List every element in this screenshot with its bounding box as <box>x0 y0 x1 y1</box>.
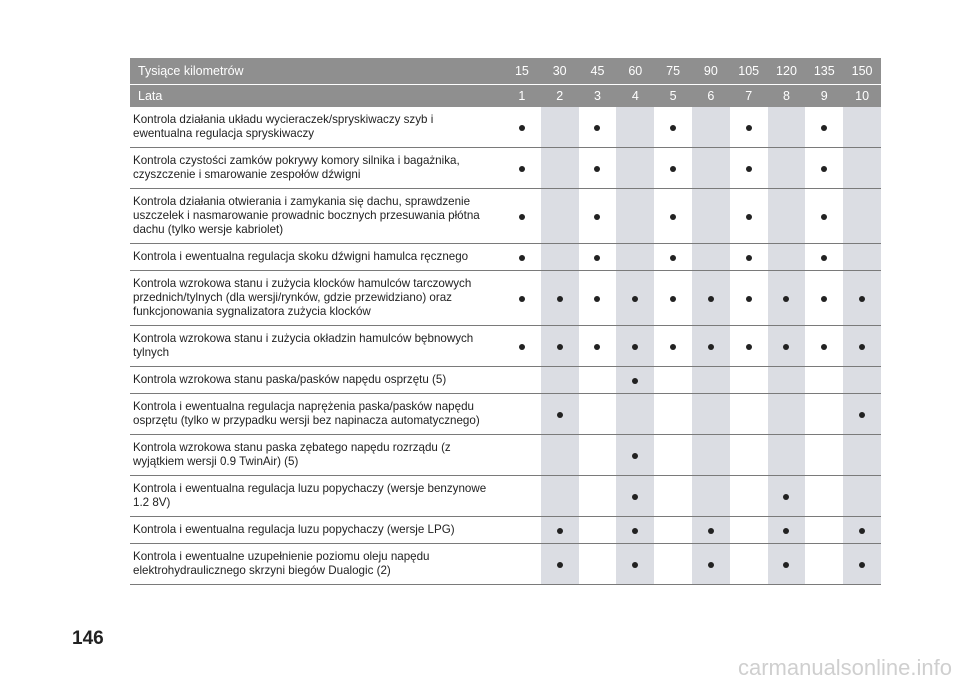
schedule-cell <box>692 107 730 148</box>
schedule-cell <box>541 271 579 326</box>
table-row <box>130 107 881 148</box>
schedule-cell <box>503 271 541 326</box>
bullet-icon <box>708 562 714 568</box>
km-header-105: 105 <box>730 58 768 85</box>
bullet-icon <box>594 296 600 302</box>
schedule-cell <box>692 476 730 517</box>
bullet-icon <box>632 528 638 534</box>
schedule-cell <box>730 244 768 271</box>
bullet-icon <box>783 296 789 302</box>
schedule-cell <box>692 189 730 244</box>
schedule-cell <box>616 394 654 435</box>
maintenance-schedule-table <box>130 58 881 585</box>
schedule-cell <box>579 476 617 517</box>
year-header-8: 8 <box>768 85 806 108</box>
row-description: Kontrola wzrokowa stanu i zużycia okładzin hamulców bębnowych tylnych <box>130 326 503 367</box>
row-description: Kontrola czystości zamków pokrywy komory silnika i bagażnika, czyszczenie i smarowanie zespołów dźwigni <box>130 148 503 189</box>
schedule-cell <box>541 394 579 435</box>
table-row <box>130 271 881 326</box>
schedule-cell <box>692 435 730 476</box>
schedule-cell <box>654 476 692 517</box>
bullet-icon <box>746 166 752 172</box>
schedule-cell <box>541 107 579 148</box>
schedule-cell <box>579 326 617 367</box>
row-description: Kontrola i ewentualna regulacja skoku dźwigni hamulca ręcznego <box>130 244 503 271</box>
bullet-icon <box>670 344 676 350</box>
table-row <box>130 326 881 367</box>
schedule-cell <box>616 148 654 189</box>
schedule-cell <box>692 326 730 367</box>
schedule-cell <box>805 271 843 326</box>
schedule-cell <box>654 271 692 326</box>
table-row <box>130 476 881 517</box>
bullet-icon <box>519 166 525 172</box>
bullet-icon <box>632 344 638 350</box>
schedule-cell <box>654 544 692 585</box>
schedule-cell <box>616 517 654 544</box>
schedule-cell <box>541 244 579 271</box>
schedule-cell <box>654 189 692 244</box>
year-header-1: 1 <box>503 85 541 108</box>
schedule-cell <box>692 244 730 271</box>
bullet-icon <box>783 494 789 500</box>
schedule-cell <box>843 435 881 476</box>
schedule-cell <box>805 544 843 585</box>
km-header-15: 15 <box>503 58 541 85</box>
bullet-icon <box>632 296 638 302</box>
schedule-cell <box>730 544 768 585</box>
table-row <box>130 394 881 435</box>
bullet-icon <box>557 412 563 418</box>
schedule-cell <box>541 326 579 367</box>
schedule-cell <box>503 544 541 585</box>
table-row <box>130 367 881 394</box>
schedule-cell <box>692 367 730 394</box>
km-header-120: 120 <box>768 58 806 85</box>
schedule-cell <box>768 326 806 367</box>
bullet-icon <box>859 296 865 302</box>
km-header-60: 60 <box>616 58 654 85</box>
km-header-75: 75 <box>654 58 692 85</box>
schedule-cell <box>843 544 881 585</box>
bullet-icon <box>519 296 525 302</box>
schedule-cell <box>579 517 617 544</box>
schedule-cell <box>730 367 768 394</box>
bullet-icon <box>519 214 525 220</box>
bullet-icon <box>519 344 525 350</box>
schedule-cell <box>541 189 579 244</box>
schedule-cell <box>843 517 881 544</box>
row-description: Kontrola i ewentualne uzupełnienie poziomu oleju napędu elektrohydraulicznego skrzyni biegów Dualogic (2) <box>130 544 503 585</box>
bullet-icon <box>670 255 676 261</box>
schedule-cell <box>541 367 579 394</box>
schedule-cell <box>692 271 730 326</box>
year-header-4: 4 <box>616 85 654 108</box>
year-header-10: 10 <box>843 85 881 108</box>
bullet-icon <box>746 296 752 302</box>
bullet-icon <box>632 378 638 384</box>
row-description: Kontrola wzrokowa stanu paska/pasków napędu osprzętu (5) <box>130 367 503 394</box>
schedule-cell <box>843 189 881 244</box>
bullet-icon <box>670 296 676 302</box>
bullet-icon <box>821 125 827 131</box>
year-header-2: 2 <box>541 85 579 108</box>
km-header-row <box>130 58 881 85</box>
schedule-cell <box>616 107 654 148</box>
schedule-cell <box>768 148 806 189</box>
schedule-cell <box>768 271 806 326</box>
schedule-cell <box>579 367 617 394</box>
year-header-7: 7 <box>730 85 768 108</box>
schedule-cell <box>654 435 692 476</box>
schedule-cell <box>768 394 806 435</box>
schedule-cell <box>541 148 579 189</box>
row-description: Kontrola wzrokowa stanu i zużycia klocków hamulców tarczowych przednich/tylnych (dla wersji/rynków, gdzie przewidziano) oraz funkcjonowania sygnalizatora zużycia klocków <box>130 271 503 326</box>
schedule-cell <box>843 326 881 367</box>
schedule-cell <box>503 244 541 271</box>
schedule-cell <box>730 517 768 544</box>
bullet-icon <box>557 528 563 534</box>
schedule-cell <box>503 476 541 517</box>
row-description: Kontrola i ewentualna regulacja luzu popychaczy (wersje LPG) <box>130 517 503 544</box>
schedule-cell <box>768 517 806 544</box>
table-row <box>130 244 881 271</box>
schedule-cell <box>616 189 654 244</box>
table-row <box>130 544 881 585</box>
schedule-cell <box>730 189 768 244</box>
bullet-icon <box>670 166 676 172</box>
schedule-cell <box>503 189 541 244</box>
schedule-cell <box>503 367 541 394</box>
year-header-3: 3 <box>579 85 617 108</box>
schedule-cell <box>730 435 768 476</box>
schedule-cell <box>805 367 843 394</box>
schedule-cell <box>616 367 654 394</box>
schedule-cell <box>692 148 730 189</box>
schedule-cell <box>579 394 617 435</box>
bullet-icon <box>783 528 789 534</box>
schedule-cell <box>730 271 768 326</box>
bullet-icon <box>783 344 789 350</box>
table-row <box>130 517 881 544</box>
bullet-icon <box>632 562 638 568</box>
page-number: 146 <box>72 628 104 649</box>
schedule-cell <box>768 244 806 271</box>
bullet-icon <box>670 125 676 131</box>
year-header-5: 5 <box>654 85 692 108</box>
schedule-cell <box>805 435 843 476</box>
bullet-icon <box>821 255 827 261</box>
bullet-icon <box>557 296 563 302</box>
schedule-cell <box>503 326 541 367</box>
bullet-icon <box>859 528 865 534</box>
schedule-cell <box>654 517 692 544</box>
km-header-45: 45 <box>579 58 617 85</box>
bullet-icon <box>746 255 752 261</box>
schedule-cell <box>579 544 617 585</box>
years-header-label: Lata <box>130 85 503 108</box>
row-description: Kontrola i ewentualna regulacja luzu popychaczy (wersje benzynowe 1.2 8V) <box>130 476 503 517</box>
km-header-150: 150 <box>843 58 881 85</box>
schedule-cell <box>768 107 806 148</box>
schedule-cell <box>805 148 843 189</box>
row-description: Kontrola działania otwierania i zamykania się dachu, sprawdzenie uszczelek i nasmarowanie prowadnic bocznych przesuwania płótna dachu (tylko wersje kabriolet) <box>130 189 503 244</box>
bullet-icon <box>859 562 865 568</box>
years-header-row <box>130 85 881 108</box>
schedule-cell <box>503 394 541 435</box>
schedule-cell <box>654 244 692 271</box>
schedule-cell <box>843 244 881 271</box>
bullet-icon <box>708 296 714 302</box>
km-header-label: Tysiące kilometrów <box>130 58 503 85</box>
bullet-icon <box>632 494 638 500</box>
schedule-cell <box>805 189 843 244</box>
bullet-icon <box>821 344 827 350</box>
schedule-cell <box>616 435 654 476</box>
schedule-cell <box>768 367 806 394</box>
schedule-cell <box>654 326 692 367</box>
bullet-icon <box>594 166 600 172</box>
schedule-cell <box>616 476 654 517</box>
schedule-cell <box>730 326 768 367</box>
schedule-cell <box>503 435 541 476</box>
schedule-cell <box>805 107 843 148</box>
schedule-cell <box>843 367 881 394</box>
row-description: Kontrola działania układu wycieraczek/spryskiwaczy szyb i ewentualna regulacja spryskiwaczy <box>130 107 503 148</box>
schedule-cell <box>654 367 692 394</box>
bullet-icon <box>594 344 600 350</box>
bullet-icon <box>821 296 827 302</box>
bullet-icon <box>859 344 865 350</box>
schedule-cell <box>730 476 768 517</box>
km-header-30: 30 <box>541 58 579 85</box>
bullet-icon <box>632 453 638 459</box>
schedule-cell <box>616 326 654 367</box>
bullet-icon <box>821 214 827 220</box>
schedule-cell <box>579 107 617 148</box>
bullet-icon <box>783 562 789 568</box>
table-row <box>130 189 881 244</box>
bullet-icon <box>821 166 827 172</box>
table-row <box>130 148 881 189</box>
schedule-cell <box>616 244 654 271</box>
schedule-cell <box>692 517 730 544</box>
schedule-cell <box>730 107 768 148</box>
schedule-cell <box>541 476 579 517</box>
schedule-cell <box>541 435 579 476</box>
schedule-cell <box>579 435 617 476</box>
schedule-cell <box>692 394 730 435</box>
schedule-cell <box>730 148 768 189</box>
schedule-cell <box>692 544 730 585</box>
schedule-cell <box>579 148 617 189</box>
schedule-rows <box>130 107 881 585</box>
watermark: carmanualsonline.info <box>737 655 952 680</box>
schedule-cell <box>805 244 843 271</box>
schedule-cell <box>654 148 692 189</box>
schedule-cell <box>654 107 692 148</box>
schedule-cell <box>654 394 692 435</box>
bullet-icon <box>746 214 752 220</box>
bullet-icon <box>594 255 600 261</box>
schedule-cell <box>579 189 617 244</box>
bullet-icon <box>746 344 752 350</box>
row-description: Kontrola wzrokowa stanu paska zębatego napędu rozrządu (z wyjątkiem wersji 0.9 TwinAir) (5) <box>130 435 503 476</box>
km-header-90: 90 <box>692 58 730 85</box>
schedule-cell <box>843 394 881 435</box>
year-header-9: 9 <box>805 85 843 108</box>
schedule-cell <box>843 271 881 326</box>
schedule-cell <box>616 544 654 585</box>
bullet-icon <box>594 214 600 220</box>
schedule-cell <box>579 271 617 326</box>
bullet-icon <box>519 255 525 261</box>
km-header-135: 135 <box>805 58 843 85</box>
schedule-cell <box>843 148 881 189</box>
schedule-cell <box>805 476 843 517</box>
schedule-cell <box>843 107 881 148</box>
schedule-cell <box>541 517 579 544</box>
schedule-cell <box>730 394 768 435</box>
schedule-cell <box>503 148 541 189</box>
year-header-6: 6 <box>692 85 730 108</box>
bullet-icon <box>519 125 525 131</box>
schedule-cell <box>503 107 541 148</box>
schedule-cell <box>768 544 806 585</box>
schedule-cell <box>768 476 806 517</box>
schedule-cell <box>843 476 881 517</box>
table-row <box>130 435 881 476</box>
schedule-cell <box>805 326 843 367</box>
schedule-cell <box>616 271 654 326</box>
schedule-cell <box>541 544 579 585</box>
bullet-icon <box>708 528 714 534</box>
schedule-cell <box>805 394 843 435</box>
schedule-cell <box>503 517 541 544</box>
schedule-cell <box>768 435 806 476</box>
bullet-icon <box>859 412 865 418</box>
schedule-cell <box>579 244 617 271</box>
bullet-icon <box>670 214 676 220</box>
schedule-cell <box>805 517 843 544</box>
row-description: Kontrola i ewentualna regulacja naprężenia paska/pasków napędu osprzętu (tylko w przypadku wersji bez napinacza automatycznego) <box>130 394 503 435</box>
bullet-icon <box>708 344 714 350</box>
bullet-icon <box>746 125 752 131</box>
bullet-icon <box>557 344 563 350</box>
bullet-icon <box>557 562 563 568</box>
schedule-cell <box>768 189 806 244</box>
bullet-icon <box>594 125 600 131</box>
